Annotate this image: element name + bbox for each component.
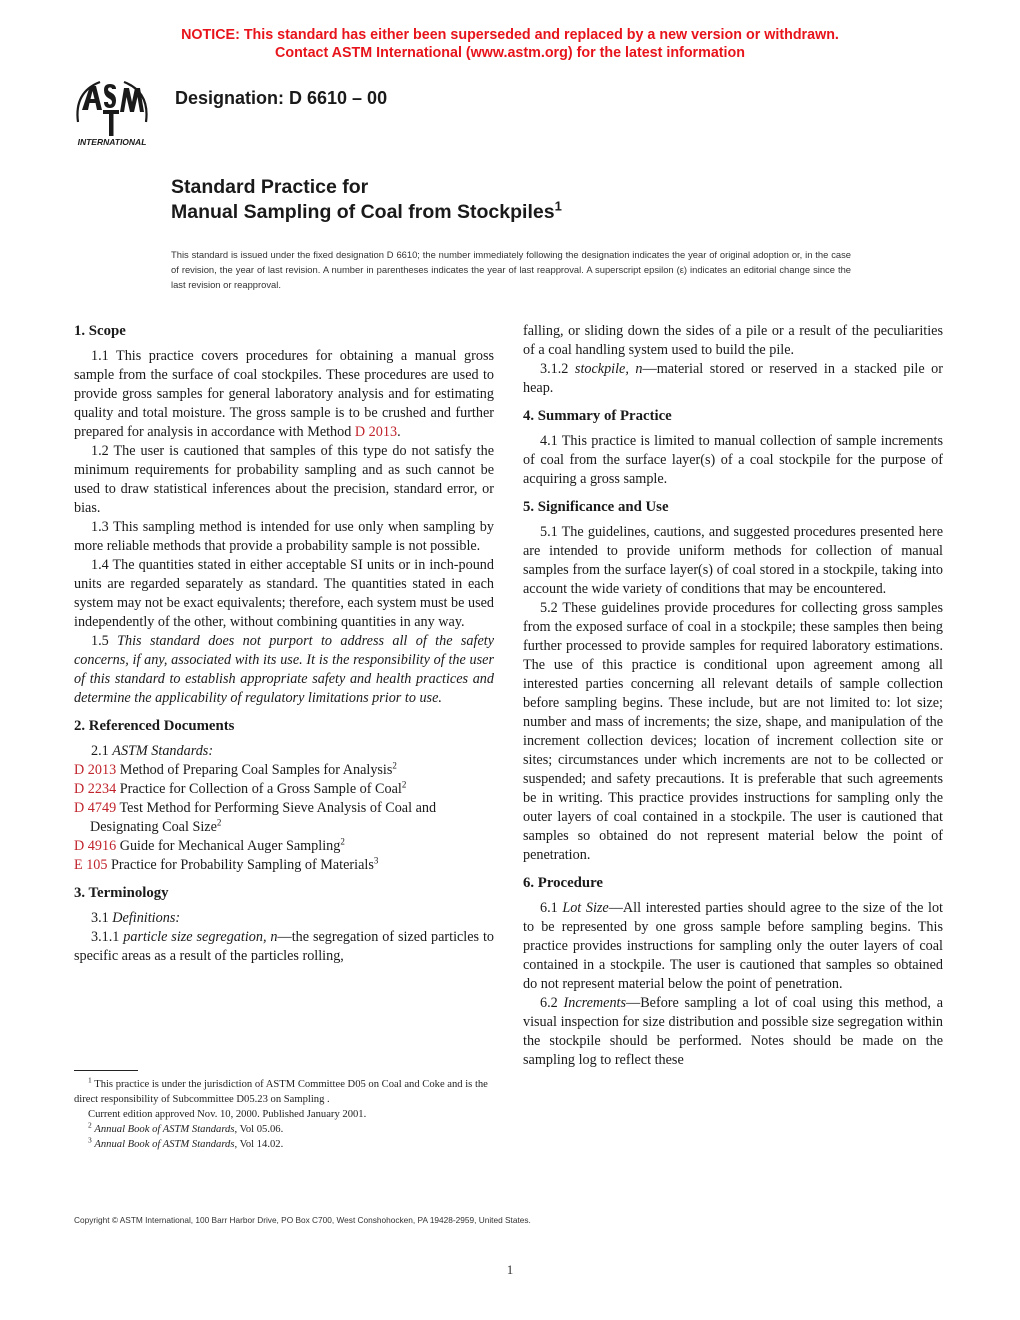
reference-item: D 4749 Test Method for Performing Sieve Analysis of Coal and Designating Coal Size$^2$ — [74, 800, 437, 835]
section-heading-scope: 1. Scope — [74, 323, 126, 339]
paragraph-1-4: 1.4 The quantities stated in either acceptable SI units or in inch-pound units are regarded separately as standard. The quantities stated in each system may not be exact equivalents; therefore, each system must be used independently of the other, without combining quantities in any way. — [74, 557, 494, 630]
notice-line-2: Contact ASTM International (www.astm.org) for the latest information — [275, 45, 745, 61]
page-number: 1 — [506, 1262, 514, 1277]
paragraph-1-3: 1.3 This sampling method is intended for use only when sampling by more reliable methods that provide a probability sample is not possible. — [74, 519, 494, 554]
paragraph-1-1: 1.1 This practice covers procedures for obtaining a manual gross sample from the surface of coal stockpiles. These procedures are used to provide gross samples for general laboratory analysis and for estimating quality and total moisture. The gross sample is to be crushed and further prepared for analysis in accordance with Method D 2013. — [74, 348, 494, 440]
paragraph-1-5: 1.5 This standard does not purport to address all of the safety concerns, if any, associated with its use. It is the responsibility of the user of this standard to establish appropriate safety and health practices and determine the applicability of regulatory limitations prior to use. — [74, 633, 494, 706]
paragraph-3-1-2: 3.1.2 stockpile, n—material stored or reserved in a stacked pile or heap. — [523, 361, 944, 396]
notice-banner — [0, 26, 1020, 62]
ref-link[interactable]: D 4749 — [74, 800, 117, 816]
ref-link[interactable]: E 105 — [74, 857, 108, 873]
paragraph-5-2: 5.2 These guidelines provide procedures for collecting gross samples from the exposed surface of coal in a stockpile; these samples then being further processed to provide samples for required laboratory estimations. The use of this practice is conditional upon agreement among all interested parties concerning all relevant details of sample collection before sampling begins. These include, but are not limited to: lot size; number and mass of increments; the size, shape, and manipulation of the increment collection devices; location of increment collection site or sites; circumstances under which increments are not to be collected or suspended; and safety precautions. It is preferable that such agreements be in writing. This practice provides instructions for sampling only the outer layers of coal contained in a stockpile. The user is cautioned that samples so obtained do not represent material below the point of penetration. — [523, 600, 943, 863]
left-column — [74, 322, 494, 966]
paragraph-1-2: 1.2 The user is cautioned that samples of this type do not satisfy the minimum requirements for probability sampling and as such cannot be used to draw statistical inferences about the precision, standard error, or bias. — [74, 443, 494, 516]
ref-link[interactable]: D 2013 — [74, 762, 117, 778]
reference-item: E 105 Practice for Probability Sampling of Materials$^3$ — [74, 855, 379, 873]
footnote-1: $^1$ This practice is under the jurisdiction of ASTM Committee D05 on Coal and Coke and is the direct responsibility of Subcommittee D05.23 on Sampling . — [74, 1075, 488, 1105]
footnote-divider — [74, 1070, 138, 1071]
footnotes — [74, 1070, 494, 1152]
ref-link-d2013[interactable]: D 2013 — [354, 424, 398, 440]
paragraph-3-1: 3.1 Definitions: — [91, 910, 181, 926]
paragraph-3-1-1-continued: falling, or sliding down the sides of a pile or a result of the peculiarities of a coal handling system used to build the pile. — [523, 323, 943, 358]
section-heading-procedure: 6. Procedure — [523, 875, 603, 891]
paragraph-3-1-1: 3.1.1 particle size segregation, n—the segregation of sized particles to specific areas as a result of the particles rolling, — [74, 929, 495, 964]
title-footnote-mark: 1 — [554, 198, 562, 214]
reference-item: D 2234 Practice for Collection of a Gross Sample of Coal$^2$ — [74, 779, 407, 797]
section-heading-terminology: 3. Terminology — [74, 885, 169, 901]
document-title — [171, 175, 562, 225]
footnote-1-edition: Current edition approved Nov. 10, 2000. Published January 2001. — [88, 1109, 367, 1120]
copyright-line: Copyright © ASTM International, 100 Barr Harbor Drive, PO Box C700, West Conshohocken, PA 19428-2959, United States. — [74, 1215, 531, 1225]
footnote-3: $^3$ Annual Book of ASTM Standards, Vol 14.02. — [88, 1135, 284, 1150]
notice-line-1: NOTICE: This standard has either been superseded and replaced by a new version or withdrawn. — [181, 27, 839, 43]
paragraph-2-1: 2.1 ASTM Standards: — [91, 743, 214, 759]
logo-caption: INTERNATIONAL — [77, 137, 147, 147]
astm-logo-icon — [64, 72, 160, 150]
ref-link[interactable]: D 2234 — [74, 781, 117, 797]
reference-item: D 2013 Method of Preparing Coal Samples for Analysis$^2$ — [74, 760, 397, 778]
paragraph-4-1: 4.1 This practice is limited to manual collection of sample increments of coal from the surface layer(s) of a coal stockpile for the purpose of acquiring a gross sample. — [523, 433, 943, 487]
paragraph-6-2: 6.2 Increments—Before sampling a lot of coal using this method, a visual inspection for size distribution and possible size segregation within the stockpile should be performed. Notes should be made on the sampling log to reflect these — [523, 995, 944, 1068]
paragraph-6-1: 6.1 Lot Size—All interested parties should agree to the size of the lot to be represented by one gross sample before sampling begins. This practice provides instructions for sampling only the outer layers of coal contained in a stockpile. The user is cautioned that samples so obtained do not represent material below the point of penetration. — [523, 900, 943, 992]
title-line-1: Standard Practice for — [171, 176, 369, 198]
reference-item: D 4916 Guide for Mechanical Auger Sampling$^2$ — [74, 836, 345, 854]
issuance-statement: This standard is issued under the fixed designation D 6610; the number immediately following the designation indicates the year of original adoption or, in the case of revision, the year of last revision. A number in parentheses indicates the year of last reapproval. A superscript epsilon (ε) indicates an editorial change since the last revision or reapproval. — [171, 249, 851, 290]
designation: Designation: D 6610 – 00 — [175, 88, 388, 108]
ref-link[interactable]: D 4916 — [74, 838, 117, 854]
footnote-2: $^2$ Annual Book of ASTM Standards, Vol 05.06. — [88, 1120, 284, 1135]
section-heading-summary: 4. Summary of Practice — [523, 408, 672, 424]
right-column — [523, 322, 943, 1070]
title-line-2: Manual Sampling of Coal from Stockpiles — [171, 201, 555, 223]
section-heading-significance: 5. Significance and Use — [523, 499, 669, 515]
section-heading-referenced-documents: 2. Referenced Documents — [74, 718, 235, 734]
paragraph-5-1: 5.1 The guidelines, cautions, and suggested procedures presented here are intended to provide uniform methods for collection of manual samples from the surface layer(s) of coal stored in a stockpile, taking into account the wide variety of conditions that may be encountered. — [523, 524, 943, 597]
